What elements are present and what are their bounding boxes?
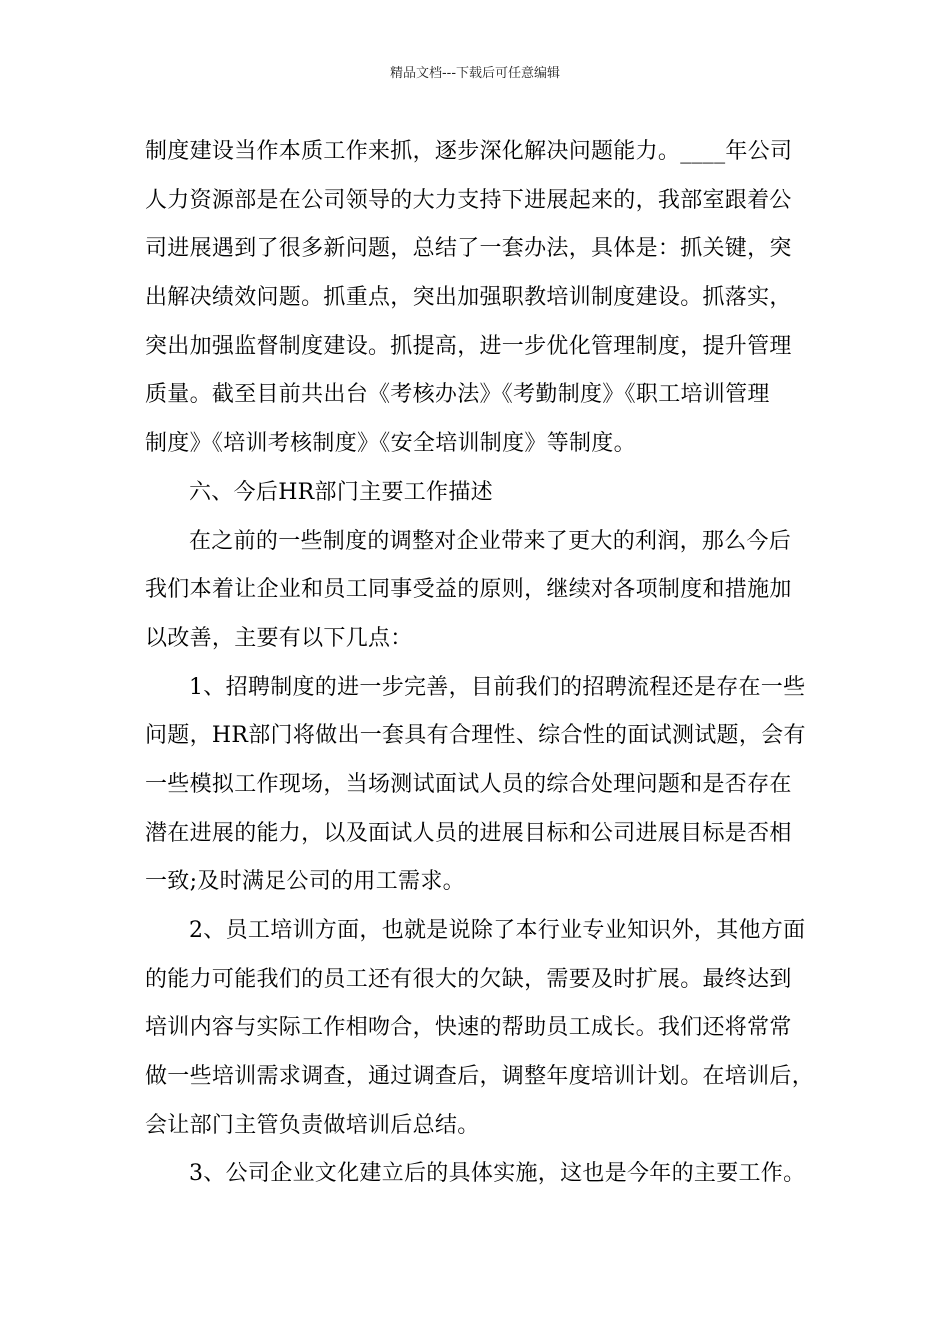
text-line: 人力资源部是在公司领导的大力支持下进展起来的，我部室跟着公 (145, 187, 792, 213)
text-line: 一致;及时满足公司的用工需求。 (145, 869, 465, 895)
document-body (145, 128, 825, 1199)
text-line: 潜在进展的能力，以及面试人员的进展目标和公司进展目标是否相 (145, 820, 792, 846)
text-line: 做一些培训需求调查，通过调查后，调整年度培训计划。在培训后， (145, 1064, 815, 1090)
text-line: 2、员工培训方面，也就是说除了本行业专业知识外，其他方面 (189, 918, 806, 943)
text-line: 制度》《培训考核制度》《安全培训制度》等制度。 (145, 431, 636, 457)
text-line: 3、公司企业文化建立后的具体实施，这也是今年的主要工作。 (189, 1161, 806, 1187)
text-line: 制度建设当作本质工作来抓，逐步深化解决问题能力。____年公司 (145, 139, 793, 164)
text-line: 我们本着让企业和员工同事受益的原则，继续对各项制度和措施加 (145, 577, 792, 603)
text-line: 质量。截至目前共出台《考核办法》《考勤制度》《职工培训管理 (145, 382, 770, 408)
text-line: 司进展遇到了很多新问题，总结了一套办法，具体是：抓关键，突 (145, 236, 792, 262)
page-header: 精品文档---下载后可任意编辑 (389, 66, 561, 81)
text-line: 突出加强监督制度建设。抓提高，进一步优化管理制度，提升管理 (145, 333, 792, 359)
text-line: 以改善，主要有以下几点： (145, 625, 413, 651)
text-line: 出解决绩效问题。抓重点，突出加强职教培训制度建设。抓落实， (145, 285, 792, 311)
text-line: 培训内容与实际工作相吻合，快速的帮助员工成长。我们还将常常 (145, 1015, 792, 1041)
text-line: 一些模拟工作现场，当场测试面试人员的综合处理问题和是否存在 (145, 771, 792, 797)
text-line: 在之前的一些制度的调整对企业带来了更大的利润，那么今后 (189, 528, 792, 554)
text-line: 的能力可能我们的员工还有很大的欠缺，需要及时扩展。最终达到 (145, 966, 792, 992)
text-line: 1、招聘制度的进一步完善，目前我们的招聘流程还是存在一些 (189, 674, 806, 700)
text-line: 会让部门主管负责做培训后总结。 (145, 1112, 480, 1138)
text-line: 六、今后HR部门主要工作描述 (189, 479, 493, 505)
text-line: 问题，HR部门将做出一套具有合理性、综合性的面试测试题，会有 (145, 723, 806, 749)
